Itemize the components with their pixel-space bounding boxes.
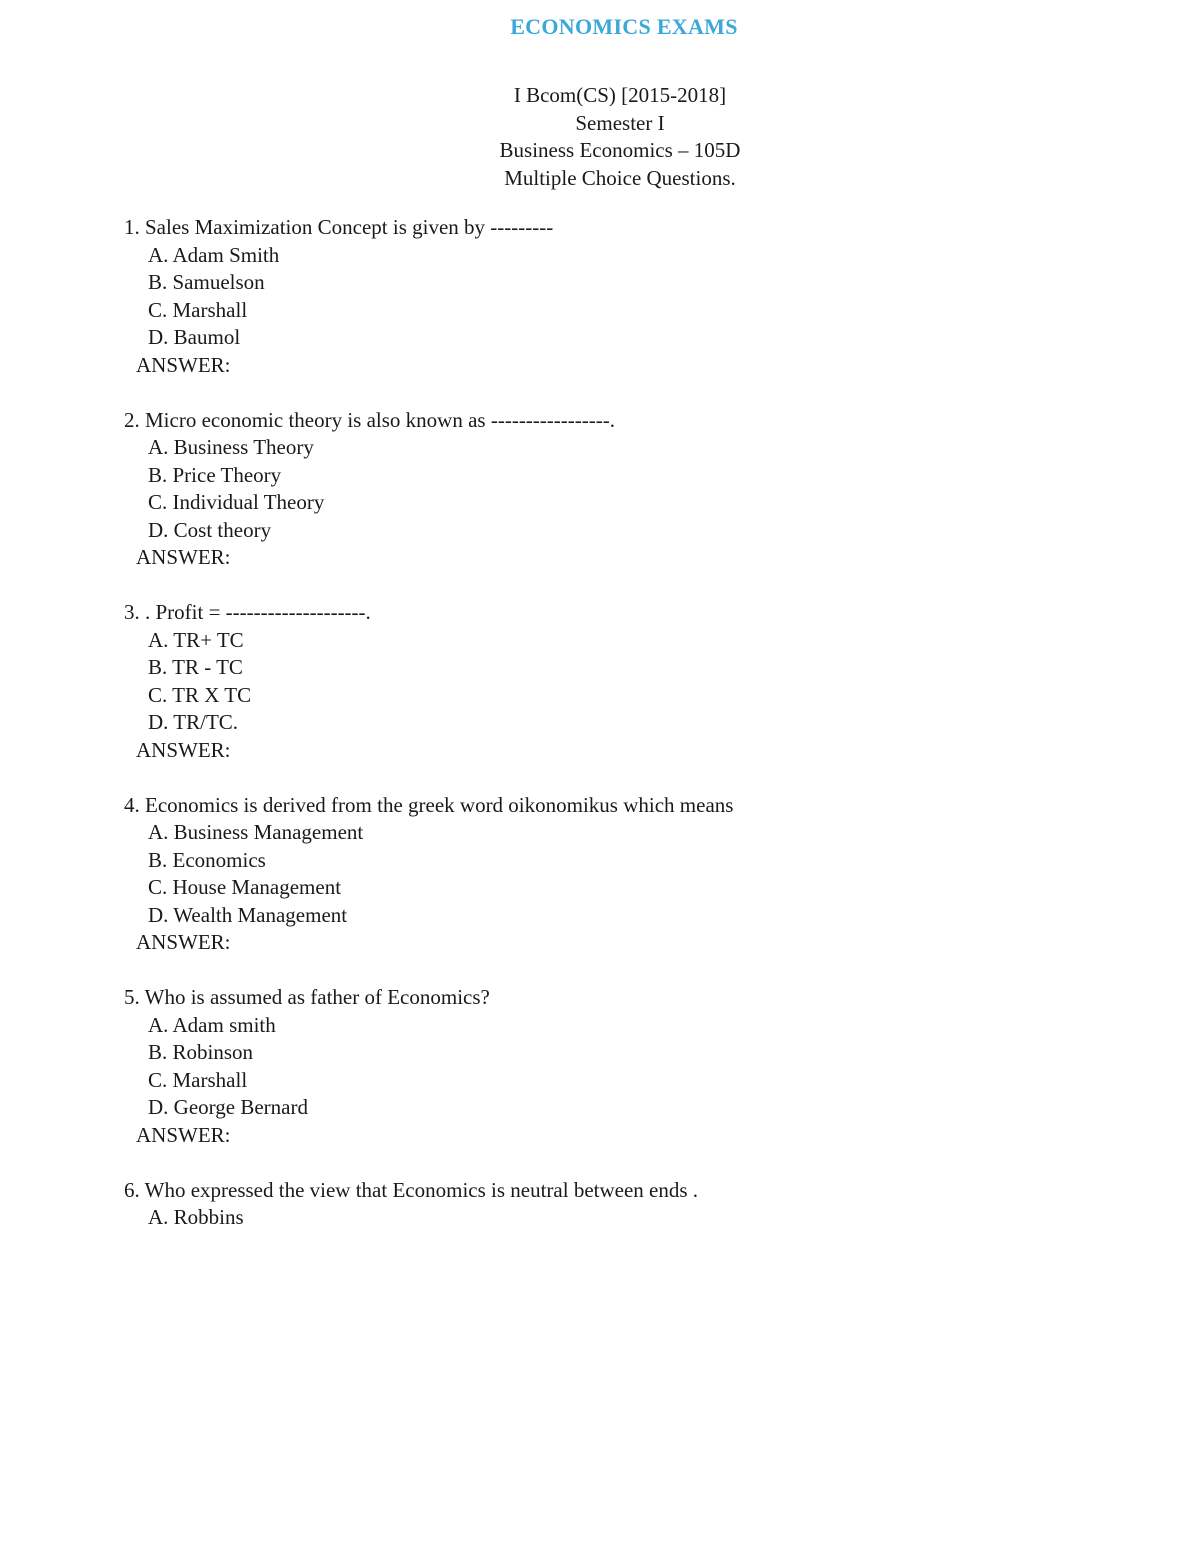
question-text: 4. Economics is derived from the greek word oikonomikus which means [124,792,734,817]
answer-label: ANSWER: [136,352,231,377]
question-6 [124,1177,733,1232]
option-d: D. Baumol [148,325,241,349]
option-c: C. House Management [148,875,342,899]
option-a: A. Adam Smith [148,242,280,267]
subject-line: Business Economics – 105D [499,138,741,162]
option-d: D. George Bernard [148,1095,308,1119]
question-text: 5. Who is assumed as father of Economics? [124,985,490,1009]
option-b: B. TR - TC [148,655,243,679]
option-b: B. Economics [148,847,266,872]
question-4 [124,792,733,957]
document-header [0,82,1200,192]
semester-line: Semester I [575,110,665,135]
answer-label: ANSWER: [136,930,231,954]
document-title: ECONOMICS EXAMS [510,14,738,39]
option-d: D. Cost theory [148,517,272,542]
option-a: A. TR+ TC [148,627,244,652]
question-text: 1. Sales Maximization Concept is given by --------- [124,215,554,239]
option-b: B. Robinson [148,1040,254,1064]
option-d: D. Wealth Management [148,902,348,927]
option-c: C. Marshall [148,1067,248,1092]
question-list [124,214,733,1259]
question-1 [124,214,733,379]
option-a: A. Business Management [148,820,364,844]
question-2 [124,407,733,572]
question-text: 6. Who expressed the view that Economics is neutral between ends . [124,1177,699,1202]
answer-label: ANSWER: [136,1122,231,1147]
option-c: C. Individual Theory [148,490,325,514]
option-a: A. Adam smith [148,1012,276,1037]
option-b: B. Price Theory [148,462,282,487]
answer-label: ANSWER: [136,737,231,762]
question-text: 3. . Profit = --------------------. [124,600,371,624]
option-c: C. Marshall [148,297,248,322]
question-5 [124,984,733,1149]
option-c: C. TR X TC [148,682,252,707]
question-text: 2. Micro economic theory is also known as -----------------. [124,407,615,432]
option-a: A. Business Theory [148,435,314,459]
section-title: Multiple Choice Questions. [504,165,736,190]
option-b: B. Samuelson [148,270,265,294]
option-d: D. TR/TC. [148,710,239,734]
option-a: A. Robbins [148,1205,244,1229]
course-line: I Bcom(CS) [2015-2018] [513,83,727,107]
question-3 [124,599,733,764]
answer-label: ANSWER: [136,545,231,569]
